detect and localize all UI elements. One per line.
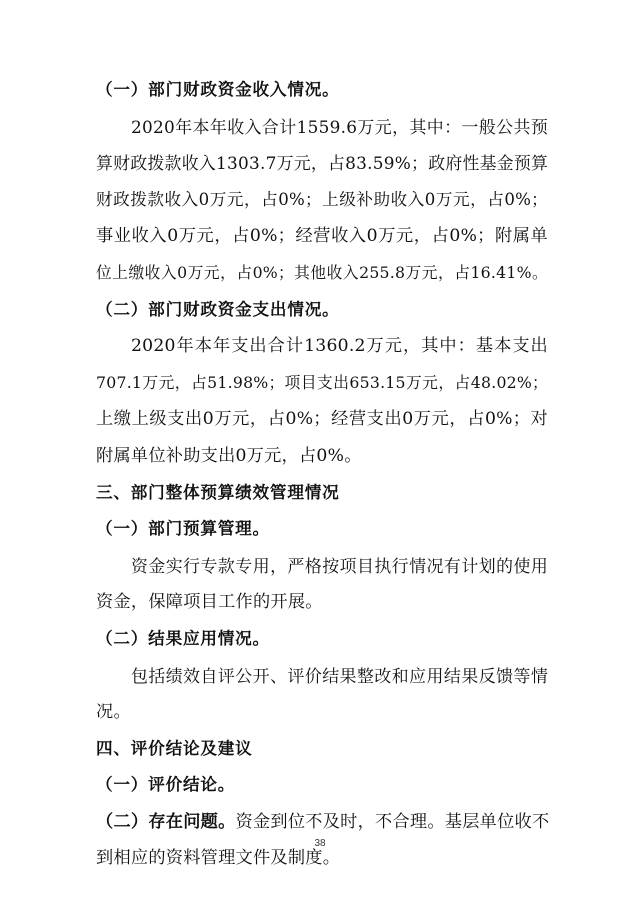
document-body bbox=[96, 72, 548, 877]
paragraph-line: 算财政拨款收入1303.7万元，占83.59%；政府性基金预算 bbox=[96, 153, 549, 174]
heading-expenditure: （二）部门财政资金支出情况。 bbox=[96, 299, 340, 319]
paragraph-line: 2020年本年收入合计1559.6万元，其中：一般公共预 bbox=[131, 116, 548, 137]
paragraph-line: 2020年本年支出合计1360.2万元，其中：基本支出 bbox=[131, 336, 548, 357]
paragraph-line: 附属单位补助支出0万元，占0%。 bbox=[96, 445, 362, 466]
paragraph-line: 上缴上级支出0万元，占0%；经营支出0万元，占0%；对 bbox=[96, 409, 548, 430]
paragraph-line: 资金，保障项目工作的开展。 bbox=[96, 592, 323, 613]
heading-result-application: （二）结果应用情况。 bbox=[96, 628, 270, 648]
heading-budget-management: （一）部门预算管理。 bbox=[96, 519, 270, 539]
heading-evaluation-conclusion: （一）评价结论。 bbox=[96, 775, 236, 795]
section-heading-performance: 三、部门整体预算绩效管理情况 bbox=[96, 482, 340, 502]
section-heading-conclusion: 四、评价结论及建议 bbox=[96, 738, 253, 758]
heading-problems: （二）存在问题。 bbox=[96, 811, 236, 832]
paragraph-line: 到相应的资料管理文件及制度。 bbox=[96, 848, 341, 869]
paragraph-line: 事业收入0万元，占0%；经营收入0万元，占0%；附属单 bbox=[96, 226, 548, 247]
paragraph-line: 包括绩效自评公开、评价结果整改和应用结果反馈等情 bbox=[131, 665, 548, 686]
problem-line bbox=[96, 804, 548, 841]
paragraph-line: 707.1万元，占51.98%；项目支出653.15万元，占48.02%； bbox=[96, 372, 548, 392]
problem-text: 资金到位不及时，不合理。基层单位收不 bbox=[235, 811, 550, 832]
paragraph-line: 况。 bbox=[96, 702, 131, 723]
paragraph-line: 资金实行专款专用，严格按项目执行情况有计划的使用 bbox=[131, 555, 548, 576]
paragraph-line: 位上缴收入0万元，占0%；其他收入255.8万元，占16.41%。 bbox=[96, 262, 548, 282]
heading-income: （一）部门财政资金收入情况。 bbox=[96, 80, 340, 99]
page-number: 38 bbox=[314, 838, 326, 849]
paragraph-line: 财政拨款收入0万元，占0%；上级补助收入0万元，占0%； bbox=[96, 189, 548, 209]
